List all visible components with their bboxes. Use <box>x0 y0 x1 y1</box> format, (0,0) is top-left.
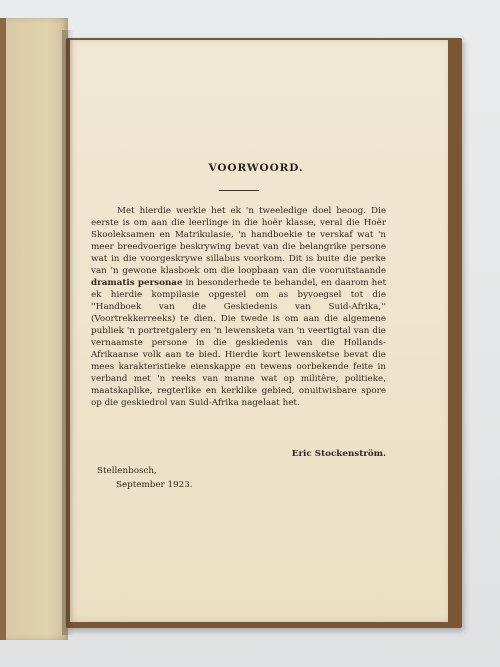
preface-paragraph <box>91 205 386 409</box>
preface-body <box>91 205 386 409</box>
title-divider <box>219 190 259 191</box>
page-title: VOORWOORD. <box>208 162 304 174</box>
previous-page <box>0 18 68 640</box>
gutter-shadow <box>62 30 74 635</box>
author-signature: Eric Stockenström. <box>291 449 386 459</box>
preface-text-part1: Met hierdie werkie het ek 'n tweeledige doel beoog. Die eerste is om aan die leerlinge in die hoër klasse, veral die Hoër Skooleksamen en Matrikulasie, 'n handboekie te verskaf wat 'n meer breedvoerige beskrywing bevat van die belangrike persone wat in die voorgeskrywe sillabus voorkom. Dit is buite die perke van 'n gewone klasboek om die loopbaan van die vooruitstaande <box>91 206 386 276</box>
date-line: September 1923. <box>116 480 193 490</box>
preface-emphasis: dramatis personae <box>91 278 183 288</box>
place-line: Stellenbosch, <box>97 466 157 476</box>
left-cover-edge <box>0 18 6 640</box>
preface-text-part2: in besonderhede te behandel, en daarom het ek hierdie kompilasie opgestel om as byvoegsel tot die ''Handboek van die Geskiedenis van Suid-Afrika,'' (Voortrekkerreeks) te dien. Die twede is om aan die algemene publiek 'n portretgalery en 'n lewensketa van 'n veertigtal van die vernaamste persone in die geskiedenis van die Hollands-Afrikaanse volk aan te bied. Hierdie kort lewensketse bevat die mees karakteristieke eienskappe en tewens oorbekende feite in verband met 'n reeks van manne wat op militêre, politieke, maatskaplike, regterlike en kerklike gebied, onuitwisbare spore op die geskiedrol van Suid-Afrika nagelaat het. <box>91 278 386 408</box>
